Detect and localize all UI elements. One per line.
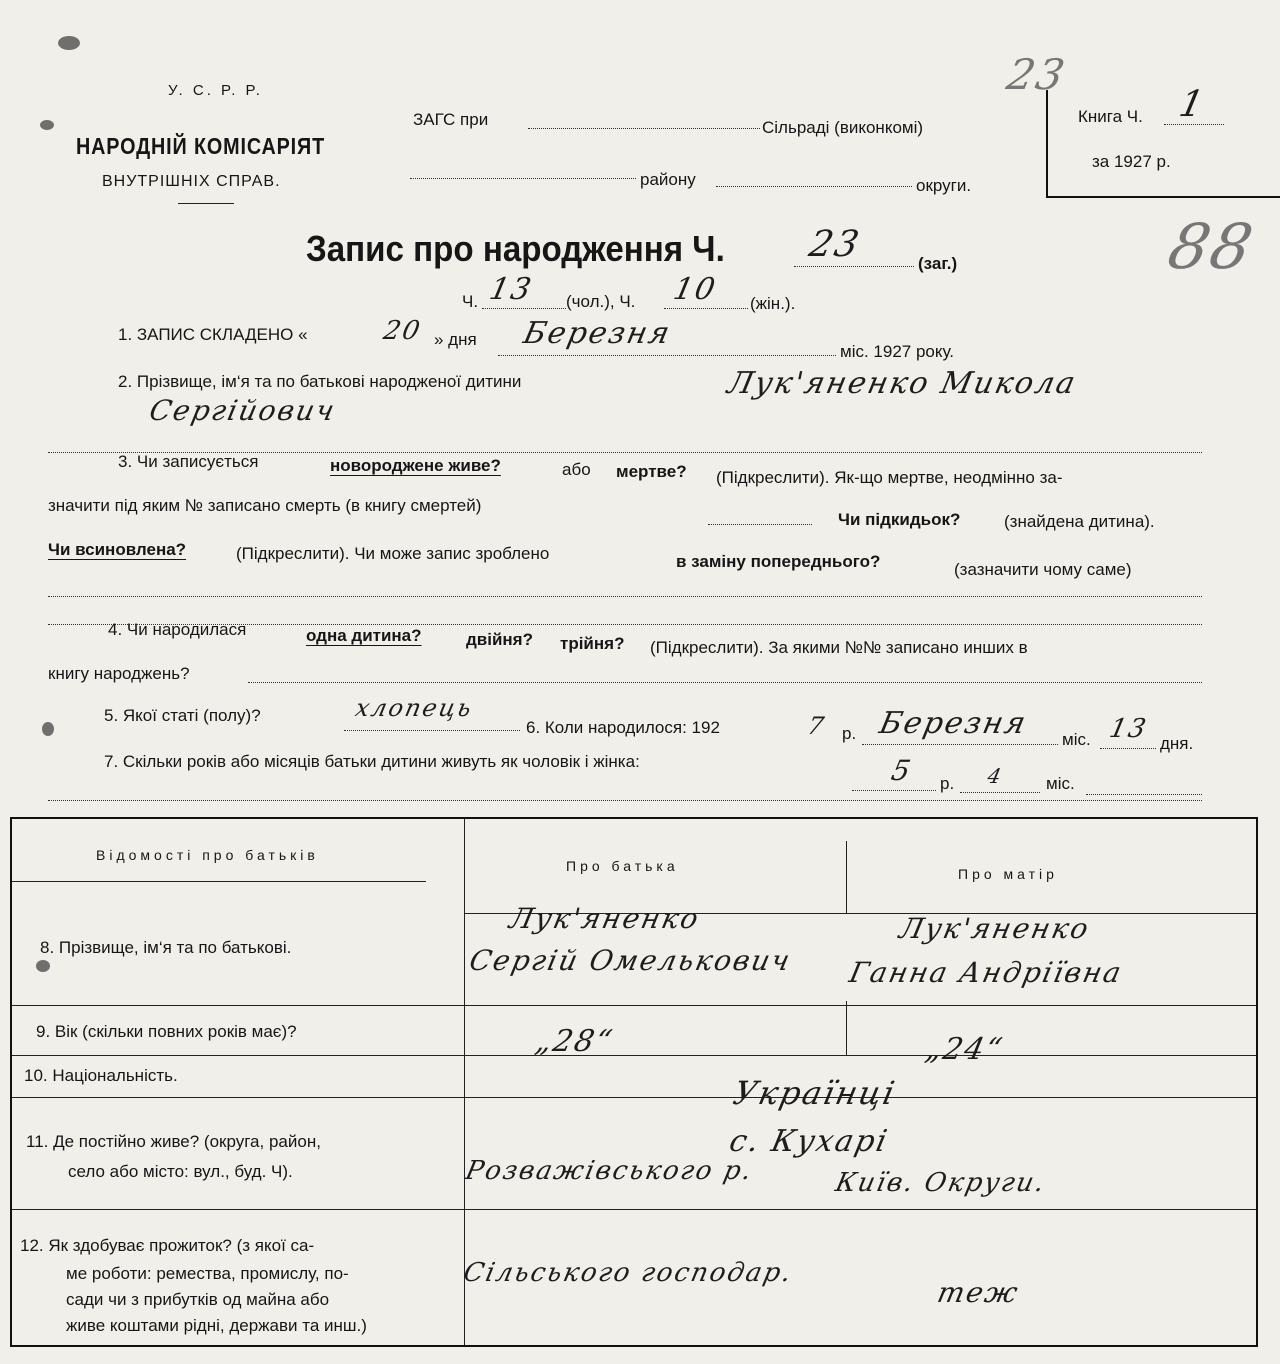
item2-child-patronymic[interactable]: Сергійович [146,394,340,427]
okrug-field[interactable] [716,186,912,187]
item7-years[interactable]: 5 [888,754,916,787]
record-title: Запис про народження Ч. [306,228,725,269]
item7-m: міс. [1046,774,1075,793]
item6-day-suffix: дня. [1160,734,1194,753]
record-number-field [794,266,914,267]
item1-suffix: міс. 1927 року. [840,342,955,361]
book-number-field [1164,124,1224,125]
item5-field [344,730,520,731]
item2-child-name[interactable]: Лук'яненко Микола [724,366,1080,401]
row8-father-surname[interactable]: Лук'яненко [506,902,704,935]
item7-bottom-field [48,800,1202,801]
okrug-label: округи. [916,176,972,195]
item4-twins[interactable]: двійня? [466,630,533,649]
table-row-divider [12,1209,1256,1210]
item7-tail-field [1086,794,1202,795]
state-label: У. С. Р. Р. [168,82,263,99]
margin-note-side: 88 [1162,210,1261,283]
divider [178,203,234,204]
male-number[interactable]: 13 [486,272,536,307]
row8-mother-surname[interactable]: Лук'яненко [896,912,1094,945]
item3-alive[interactable]: новороджене живе? [330,456,501,475]
item4-l1-a: 4. Чи народилася [108,620,247,639]
row8-mother-name[interactable]: Ганна Андріївна [846,956,1126,989]
item3-dead[interactable]: мертве? [616,462,687,481]
item1-prefix: 1. ЗАПИС СКЛАДЕНО « [118,325,308,344]
item3-death-field[interactable] [708,524,812,525]
item7-label: 7. Скільки років або місяців батьки дитини живуть як чоловік і жінка: [104,752,640,771]
item1-day-suffix: » дня [434,330,477,349]
item7-years-field [852,790,936,791]
table-col-divider [846,1001,847,1055]
record-number[interactable]: 23 [805,224,865,265]
row11-label-1: 11. Де постійно живе? (округа, район, [26,1132,321,1151]
record-total-label: (заг.) [918,254,958,273]
row8-father-name[interactable]: Сергій Омелькович [466,944,795,977]
item4-single[interactable]: одна дитина? [306,626,422,645]
male-label: (чол.), Ч. [566,292,636,311]
col-header-father: Про батька [566,858,679,874]
item3-or: або [562,460,591,479]
item7-r: р. [940,774,955,793]
female-label: (жін.). [750,294,796,313]
zags-label: ЗАГС при [413,110,489,129]
item1-day[interactable]: 20 [380,316,425,346]
item4-numbers-field[interactable] [248,682,1202,683]
ink-blot [40,120,54,130]
row11-okrug[interactable]: Київ. Округи. [832,1168,1049,1198]
row9-mother-age[interactable]: „24“ [922,1032,1007,1067]
row9-label: 9. Вік (скільки повних років має)? [36,1022,297,1041]
table-row-divider [12,1055,1256,1056]
district-field[interactable] [410,178,636,179]
item1-month-field [498,355,836,356]
female-number[interactable]: 10 [670,272,720,307]
item3-l2-a: значити під яким № записано смерть (в книгу смертей) [48,496,482,515]
item3-adopted[interactable]: Чи всиновлена? [48,540,187,559]
item3-foundling[interactable]: Чи підкидьок? [838,510,961,529]
ch-label: Ч. [462,292,479,311]
council-label: Сільраді (виконкомі) [762,118,924,137]
row12-label-3: сади чи з прибутків од майна або [66,1290,330,1309]
item6-day-field [1100,748,1156,749]
item5-label: 5. Якої статі (полу)? [104,706,261,725]
row9-father-age[interactable]: „28“ [532,1024,617,1059]
row10-nationality[interactable]: Українці [729,1074,900,1112]
table-row-divider [12,881,426,882]
col-header-info: Відомості про батьків [96,847,319,863]
row12-label-4: живе коштами рідні, держави та инш.) [66,1316,367,1335]
item3-l1-e: (Підкреслити). Як-що мертве, неодмінно за- [716,468,1063,487]
row11-district[interactable]: Розважівського р. [462,1156,757,1186]
female-field [664,308,748,309]
ministry-title: НАРОДНІЙ КОМІСАРІЯТ [76,133,326,159]
row12-father-occupation[interactable]: Сільського господар. [460,1258,796,1288]
year-label: за 1927 р. [1092,152,1171,171]
item3-l3-d: (зазначити чому саме) [954,560,1132,579]
book-number[interactable]: 1 [1175,84,1210,125]
item6-year[interactable]: 7 [805,712,829,740]
male-field [482,308,566,309]
item4-triplets[interactable]: трійня? [560,634,625,653]
item3-l2-c: (знайдена дитина). [1004,512,1155,531]
district-label: району [640,170,696,189]
item6-month-suffix: міс. [1062,730,1091,749]
table-row-divider [12,1005,1256,1006]
row12-label-2: ме роботи: ремества, промислу, по- [66,1264,349,1283]
row11-label-2: село або місто: вул., буд. Ч). [68,1162,293,1181]
margin-note-top: 23 [1002,50,1071,99]
table-col-divider [846,841,847,913]
item5-sex[interactable]: хлопець [353,694,476,722]
col-header-mother: Про матір [958,866,1058,882]
zags-field[interactable] [528,128,760,129]
row8-label: 8. Прізвище, ім‘я та по батькові. [40,938,292,957]
row12-label-1: 12. Як здобуває прожиток? (з якої са- [20,1236,315,1255]
item4-l2: книгу народжень? [48,664,190,683]
ink-blot [58,36,80,50]
book-label: Книга Ч. [1078,107,1143,126]
item3-l3-b: (Підкреслити). Чи може запис зроблено [236,544,550,563]
item7-months-field [960,792,1040,793]
item3-reason-field[interactable] [48,596,1202,597]
item2-text: 2. Прізвище, ім‘я та по батькові народженої дитини [118,372,522,391]
item6-month-field [862,744,1058,745]
row10-label: 10. Національність. [24,1066,178,1085]
ministry-subtitle: ВНУТРІШНІХ СПРАВ. [102,173,281,190]
item1-month[interactable]: Березня [520,316,675,351]
item7-months[interactable]: 4 [985,764,1006,788]
item6-label: 6. Коли народилося: 192 [526,718,720,737]
item3-replacement[interactable]: в заміну попереднього? [676,552,881,571]
row11-village[interactable]: с. Кухарі [726,1124,892,1159]
item6-day[interactable]: 13 [1106,714,1151,744]
item6-month[interactable]: Березня [876,706,1031,741]
item3-l1-a: 3. Чи записується [118,452,259,471]
row12-mother-occupation[interactable]: теж [934,1276,1023,1309]
table-row-divider [12,1097,1256,1098]
item4-l1-e: (Підкреслити). За якими №№ записано инших в [650,638,1028,657]
item6-r: р. [842,724,857,743]
ink-blot [42,722,54,736]
